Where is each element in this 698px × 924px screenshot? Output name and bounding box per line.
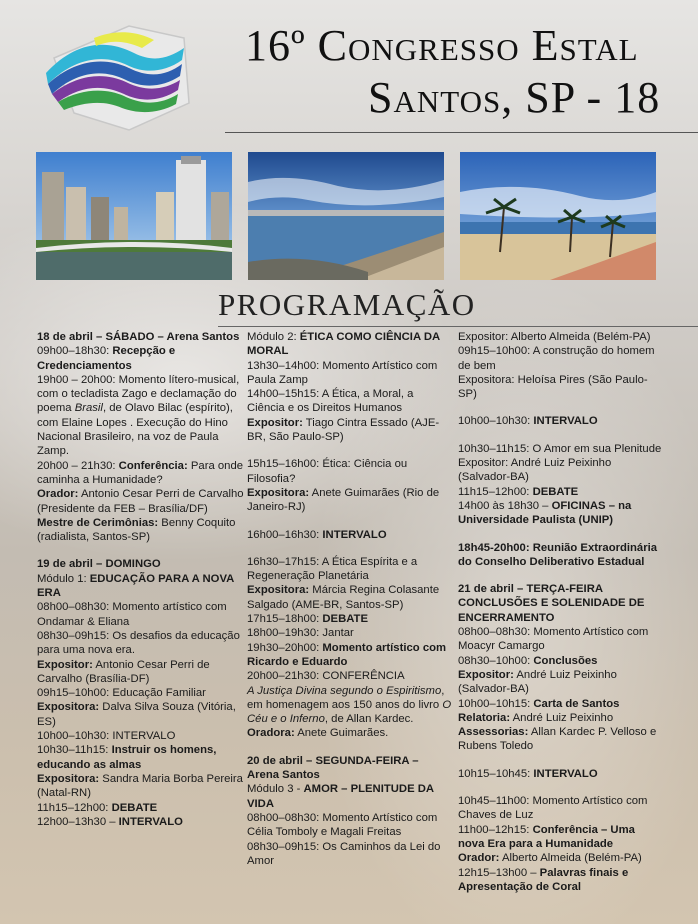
schedule-entry (37, 557, 245, 571)
entry-bold-text: Conclusões (533, 654, 598, 667)
schedule-spacer (458, 401, 663, 414)
entry-bold-text: Oradora: (247, 727, 295, 740)
entry-bold-text: Expositora: (37, 701, 100, 714)
schedule-entry (458, 330, 663, 344)
entry-text: Anete Guimarães (Rio de Janeiro-RJ) (247, 486, 440, 514)
schedule-entry (37, 572, 245, 601)
schedule-spacer (247, 515, 453, 528)
schedule-entry (247, 684, 453, 727)
schedule-entry (37, 772, 245, 801)
schedule-entry (37, 815, 245, 829)
program-divider (218, 326, 698, 327)
entry-bold-text: EDUCAÇÃO PARA A NOVA ERA (37, 572, 234, 600)
entry-text: 09h15–10h00: A construção do homem de bem (458, 345, 655, 372)
entry-bold-text: ÉTICA COMO CIÊNCIA DA MORAL (247, 331, 440, 358)
entry-bold-text: Expositor: (37, 658, 93, 671)
entry-text: 10h30–11h15: O Amor em sua Plenitude (458, 442, 662, 455)
schedule-entry (458, 697, 663, 711)
schedule-entry (247, 726, 453, 740)
schedule-entry (247, 782, 453, 811)
schedule-entry (458, 823, 663, 852)
entry-bold-text: Orador: (458, 852, 500, 865)
entry-bold-text: Recepção e Credenciamentos (37, 345, 176, 372)
schedule-entry (247, 528, 453, 542)
congress-title-line2: Santos, SP - 18 (368, 73, 661, 122)
entry-bold-text: Expositora: (247, 486, 310, 499)
schedule-entry (37, 743, 245, 772)
schedule-entry (247, 626, 453, 640)
entry-bold-text: 21 de abril – TERÇA-FEIRA CONCLUSÕES E SOLENIDADE DE ENCERRAMENTO (458, 583, 645, 624)
entry-italic-text: O Céu e o Inferno (247, 698, 452, 726)
schedule-entry (458, 442, 663, 456)
entry-text: 10h30–11h15: (37, 744, 112, 757)
entry-text: 20h00–21h30: CONFERÊNCIA (247, 670, 405, 683)
entry-bold-text: Mestre de Cerimônias: (37, 516, 159, 529)
photo-santos-coast (248, 152, 444, 280)
entry-bold-text: DEBATE (322, 613, 368, 626)
entry-bold-text: Instruir os homens, educando as almas (37, 744, 217, 771)
entry-text: Tiago Cintra Essado (AJE-BR, São Paulo-SP) (247, 416, 440, 444)
entry-text: Sandra Maria Borba Pereira (Natal-RN) (37, 772, 243, 800)
entry-text: 19h30–20h00: (247, 641, 323, 654)
schedule-entry (458, 794, 663, 823)
schedule-entry (247, 669, 453, 683)
entry-text: 08h30–10h00: (458, 654, 534, 667)
entry-text: 14h00 às 18h30 – (458, 499, 552, 512)
entry-text: Antonio Cesar Perri de Carvalho (Presidente da FEB – Brasília/DF) (37, 488, 244, 515)
entry-bold-text: Conferência – Uma nova Era para a Humanidade (458, 823, 635, 850)
schedule-entry (247, 416, 453, 445)
schedule-entry (37, 700, 245, 729)
entry-text: 19h00 – 20h00: Momento lítero-musical, com o tecladista Zago e declamação do poema (37, 373, 240, 415)
schedule-spacer (247, 542, 453, 555)
schedule-spacer (247, 741, 453, 754)
schedule-entry (458, 668, 663, 697)
schedule-entry (37, 686, 245, 700)
schedule-entry (458, 344, 663, 373)
entry-bold-text: INTERVALO (533, 767, 598, 780)
schedule-entry (458, 414, 663, 428)
entry-bold-text: DEBATE (532, 485, 579, 498)
schedule-spacer (458, 781, 663, 794)
entry-bold-text: Relatoria: (458, 711, 511, 724)
schedule-column-3 (458, 330, 663, 894)
entry-text: Módulo 2: (247, 331, 300, 343)
entry-italic-text: Brasil (74, 402, 103, 415)
schedule-entry (37, 373, 245, 459)
entry-text: 12h15–13h00 – (458, 866, 540, 879)
entry-bold-text: INTERVALO (118, 815, 183, 828)
schedule-entry (37, 658, 245, 687)
entry-bold-text: Assessorias: (458, 726, 529, 739)
entry-bold-text: Conferência: (118, 459, 188, 472)
schedule-entry (458, 582, 663, 625)
entry-text: 13h30–14h00: Momento Artístico com Paula Zamp (247, 359, 438, 386)
schedule-entry (458, 767, 663, 781)
schedule-entry (37, 801, 245, 815)
schedule-entry (37, 487, 245, 516)
entry-text: Módulo 3 - (247, 783, 304, 796)
schedule-entry (247, 754, 453, 783)
schedule-entry (37, 344, 245, 373)
entry-text: Allan Kardec P. Velloso e Rubens Toledo (458, 726, 657, 753)
entry-text: 08h00–08h30: Momento artístico com Ondamar & Eliana (37, 601, 227, 628)
entry-bold-text: OFICINAS – na Universidade Paulista (UNIP) (458, 499, 632, 527)
entry-text: André Luiz Peixinho (510, 711, 614, 724)
entry-text: Benny Coquito (radialista, Santos-SP) (37, 516, 236, 544)
schedule-entry (458, 866, 663, 895)
entry-text: 10h00–10h15: (458, 697, 534, 710)
schedule-entry (458, 625, 663, 654)
schedule-entry (37, 629, 245, 658)
schedule-entry (247, 555, 453, 584)
header-divider (225, 132, 698, 133)
entry-text: 18h00–19h30: Jantar (247, 627, 354, 640)
schedule-entry (247, 641, 453, 670)
schedule-entry (458, 725, 663, 754)
entry-text: 08h00–08h30: Momento Artístico com Moacyr Camargo (458, 626, 649, 653)
entry-text: 11h15–12h00: (458, 485, 533, 498)
entry-bold-text: AMOR – PLENITUDE DA VIDA (247, 783, 434, 810)
entry-bold-text: 20 de abril – SEGUNDA-FEIRA – Arena Santos (247, 754, 419, 782)
entry-text: Anete Guimarães. (294, 727, 389, 740)
schedule-spacer (247, 444, 453, 457)
entry-bold-text: DEBATE (111, 801, 158, 814)
entry-bold-text: Expositora: (247, 584, 310, 597)
entry-text: Expositor: André Luiz Peixinho (Salvador-BA) (458, 457, 612, 484)
schedule-entry (247, 387, 453, 416)
schedule-entry (458, 711, 663, 725)
entry-text: Expositor: Alberto Almeida (Belém-PA) (458, 331, 651, 343)
entry-text: Módulo 1: (37, 572, 90, 585)
entry-text: 09h00–18h30: (37, 345, 113, 358)
schedule-entry (247, 359, 453, 388)
entry-text: 12h00–13h30 – (37, 815, 119, 828)
entry-bold-text: INTERVALO (322, 528, 387, 541)
schedule-entry (247, 583, 453, 612)
entry-bold-text: Momento artístico com Ricardo e Eduardo (247, 641, 447, 668)
schedule-column-2 (247, 330, 453, 868)
entry-text: 16h00–16h30: (247, 528, 323, 541)
entry-bold-text: Palavras finais e Apresentação de Coral (458, 866, 629, 893)
entry-text: 15h15–16h00: Ética: Ciência ou Filosofia? (247, 458, 408, 485)
entry-text: 10h00–10h30: (458, 415, 534, 428)
entry-text: 11h15–12h00: (37, 801, 112, 814)
entry-text: 08h00–08h30: Momento Artístico com Célia Tomboly e Magali Freitas (247, 811, 438, 839)
entry-text: 10h15–10h45: (458, 767, 534, 780)
entry-text: Dalva Silva Souza (Vitória, ES) (37, 701, 236, 728)
schedule-entry (247, 840, 453, 869)
entry-italic-text: A Justiça Divina segundo o Espiritismo (247, 684, 442, 697)
schedule-entry (458, 456, 663, 485)
entry-bold-text: Carta de Santos (533, 697, 620, 710)
entry-bold-text: Expositor: (247, 416, 303, 429)
entry-bold-text: 19 de abril – DOMINGO (37, 558, 161, 571)
entry-text: 11h00–12h15: (458, 823, 533, 836)
schedule-spacer (458, 754, 663, 767)
schedule-entry (458, 373, 663, 402)
entry-bold-text: Orador: (37, 488, 79, 501)
entry-bold-text: Expositora: (37, 772, 100, 785)
schedule-entry (458, 541, 663, 570)
entry-text: 10h00–10h30: INTERVALO (37, 730, 176, 743)
schedule-spacer (37, 544, 245, 557)
schedule-spacer (458, 569, 663, 582)
schedule-entry (247, 330, 453, 359)
entry-text: André Luiz Peixinho (Salvador-BA) (458, 668, 617, 696)
entry-text: Alberto Almeida (Belém-PA) (499, 852, 642, 865)
entry-text: , de Allan Kardec. (324, 713, 414, 726)
schedule-entry (37, 600, 245, 629)
entry-text: 20h00 – 21h30: (37, 459, 119, 472)
schedule-entry (37, 459, 245, 488)
schedule-spacer (458, 528, 663, 541)
entry-text: , de Olavo Bilac (espírito), com Elaine Lopes . Execução do Hino Nacional Brasileiro, na voz de Paula Zamp. (37, 402, 233, 458)
photo-santos-beach (460, 152, 656, 280)
schedule-entry (37, 729, 245, 743)
schedule-entry (247, 486, 453, 515)
schedule-entry (247, 457, 453, 486)
schedule-entry (37, 330, 245, 344)
entry-text: Para onde caminha a Humanidade? (37, 459, 244, 486)
program-heading: PROGRAMAÇÃO (218, 287, 476, 322)
entry-text: 16h30–17h15: A Ética Espírita e a Regeneração Planetária (247, 555, 418, 583)
schedule-entry (458, 499, 663, 528)
entry-text: , em homenagem aos 150 anos do livro (247, 684, 445, 711)
schedule-column-1 (37, 330, 245, 829)
schedule-entry (247, 811, 453, 840)
entry-bold-text: INTERVALO (533, 415, 598, 428)
entry-bold-text: 18h45-20h00: Reunião Extraordinária do Conselho Deliberativo Estadual (458, 541, 658, 568)
entry-text: Márcia Regina Colasante Salgado (AME-BR, Santos-SP) (247, 584, 440, 611)
congress-title-line1: 16º Congresso Estal (245, 21, 639, 70)
schedule-spacer (458, 429, 663, 442)
entry-text: 17h15–18h00: (247, 613, 323, 626)
photo-santos-buildings (36, 152, 232, 280)
entry-text: 14h00–15h15: A Ética, a Moral, a Ciência e os Direitos Humanos (247, 388, 414, 415)
entry-text: Antonio Cesar Perri de Carvalho (Brasília-DF) (37, 658, 210, 685)
schedule-entry (37, 516, 245, 545)
entry-bold-text: Expositor: (458, 668, 514, 681)
entry-text: 10h45–11h00: Momento Artístico com Chaves de Luz (458, 795, 648, 822)
schedule-entry (458, 654, 663, 668)
congress-logo (34, 18, 194, 133)
entry-text: 09h15–10h00: Educação Familiar (37, 687, 206, 700)
entry-bold-text: 18 de abril – SÁBADO – Arena Santos (37, 331, 240, 343)
entry-text: 08h30–09h15: Os desafios da educação para uma nova era. (37, 629, 240, 657)
schedule-entry (458, 851, 663, 865)
schedule-entry (458, 485, 663, 499)
schedule-entry (247, 612, 453, 626)
entry-text: Expositora: Heloísa Pires (São Paulo-SP) (458, 373, 648, 401)
entry-text: 08h30–09h15: Os Caminhos da Lei do Amor (247, 840, 441, 867)
